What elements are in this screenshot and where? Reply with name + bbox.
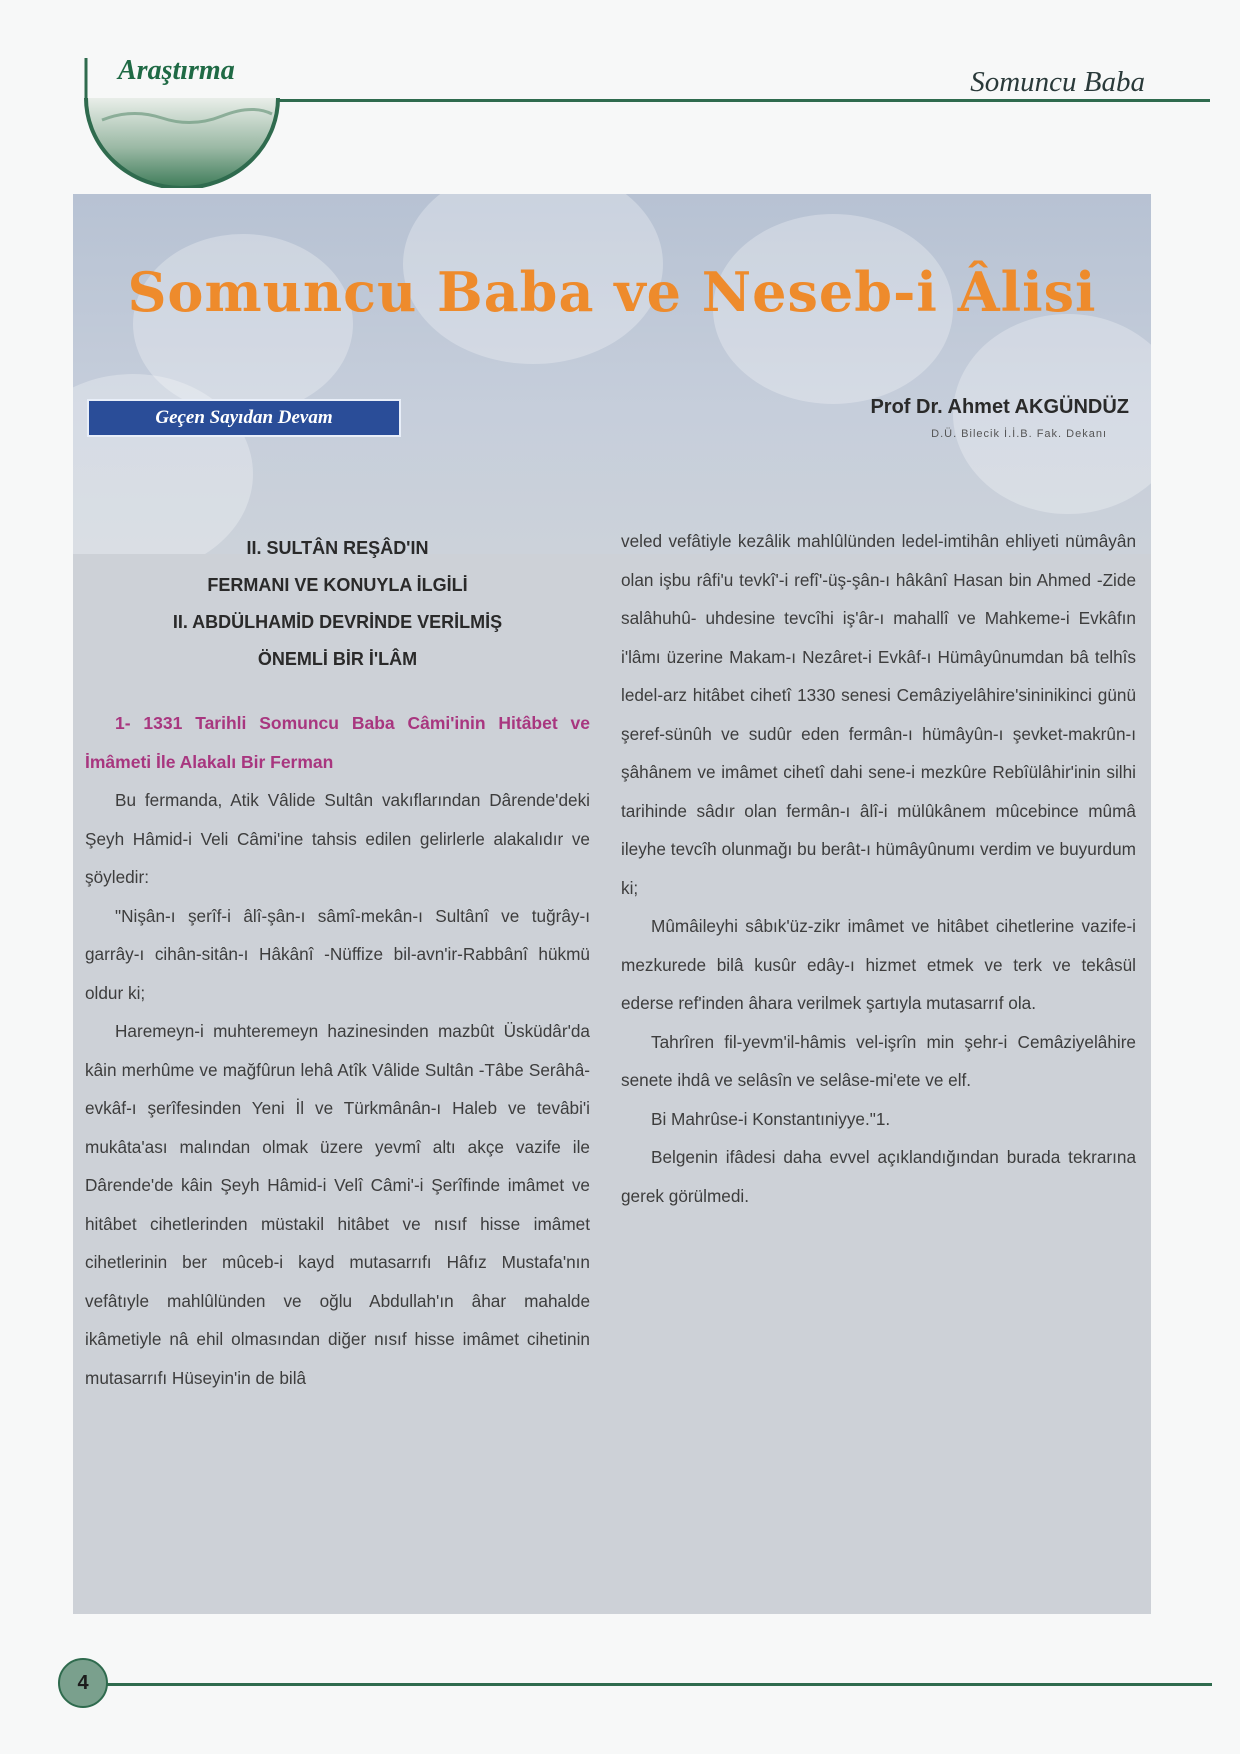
title-banner-background	[73, 194, 1151, 554]
paragraph: Mûmâileyhi sâbık'üz-zikr imâmet ve hitâbet cihetlerine vazife-i mezkurede bilâ kusûr edây-ı hizmet etmek ve terk ve tekâsül ederse ref'inden âhara verilmek şartıyla mutasarrıf ola.	[621, 916, 1136, 1013]
paragraph: veled vefâtiyle kezâlik mahlûlünden ledel-imtihân ehliyeti nümâyân olan işbu râfi'u tevkî'-i refî'-üş-şân-ı hâkânî Hasan bin Ahmed -Zide salâhuhû- uhdesine tevcîhi iş'âr-ı mahallî ve Mahkeme-i Evkâfın i'lâmı üzerine Makam-ı Nezâret-i Evkâf-ı Hümâyûnumdan bâ telhîs ledel-arz hitâbet cihetî 1330 senesi Cemâziyelâhire'sininikinci günü şeref-sünûh ve sudûr eden fermân-ı hümâyûn-ı şevket-makrûn-ı şâhânem ve imâmet cihetî dahi sene-i mezkûre Rebîülâhir'inin silhi tarihinde sâdır olan fermân-ı âlî-i mülûkânem mûcebince mûmâ ileyhe tevcîh olunmağı bu berât-ı hümâyûnumı verdim ve buyurdum ki;	[621, 531, 1136, 898]
author-name: Prof Dr. Ahmet AKGÜNDÜZ	[870, 396, 1129, 418]
section-heading-line: II. SULTÂN REŞÂD'IN	[246, 538, 429, 558]
author-affiliation: D.Ü. Bilecik İ.İ.B. Fak. Dekanı	[931, 428, 1107, 440]
paragraph: "Nişân-ı şerîf-i âlî-şân-ı sâmî-mekân-ı Sultânî ve tuğrây-ı garrây-ı cihân-sitân-ı Hâkânî -Nüffize bil-avn'ir-Rabbânî hükmü oldur ki;	[85, 905, 590, 1003]
paragraph: Bi Mahrûse-i Konstantıniyye."1.	[651, 1108, 891, 1129]
magazine-title: Somuncu Baba	[970, 66, 1145, 98]
continued-badge: Geçen Sayıdan Devam	[87, 399, 401, 437]
header-rule	[270, 99, 1210, 102]
footer-rule	[100, 1683, 1212, 1686]
article-panel	[73, 194, 1151, 1614]
left-column	[85, 530, 590, 1397]
paragraph: Bu fermanda, Atik Vâlide Sultân vakıflarından Dârende'deki Şeyh Hâmid-i Veli Câmi'ine tahsis edilen gelirlerle alakalıdır ve şöyledir:	[85, 790, 590, 887]
section-heading-line: II. ABDÜLHAMİD DEVRİNDE VERİLMİŞ	[172, 612, 503, 632]
section-label: Araştırma	[118, 55, 235, 86]
paragraph: Haremeyn-i muhteremeyn hazinesinden mazbût Üsküdâr'da kâin merhûme ve mağfûrun lehâ Atîk Vâlide Sultân -Tâbe Serâhâ-evkâf-ı şerîfesinden Yeni İl ve Türkmânân-ı Haleb ve tevâbi'i mukâta'ası malından olmak üzere yevmî altı akçe vazife ile Dârende'de kâin Şeyh Hâmid-i Velî Câmi'-i Şerîfinde imâmet ve hitâbet cihetlerinden müstakil hitâbet ve nısıf hisse imâmet cihetlerinin ber mûceb-i kayd mutasarrıfı Hâfız Mustafa'nın vefâtıyle mahlûlünden ve oğlu Abdullah'ın âhar mahalde ikâmetiyle nâ ehil olmasından diğer nısıf hisse imâmet cihetinin mutasarrıfı Hüseyin'in de bilâ	[85, 1021, 590, 1388]
paragraph: Tahrîren fil-yevm'il-hâmis vel-işrîn min şehr-i Cemâziyelâhire senete ihdâ ve selâsîn ve selâse-mi'ete ve elf.	[621, 1031, 1136, 1090]
article-title: Somuncu Baba ve Neseb-i Âlisi	[127, 260, 1097, 324]
section-heading	[85, 530, 590, 678]
section-heading-line: ÖNEMLİ BİR İ'LÂM	[257, 649, 418, 669]
paragraph: Belgenin ifâdesi daha evvel açıklandığından burada tekrarına gerek görülmedi.	[621, 1147, 1136, 1206]
page-number: 4	[58, 1658, 108, 1708]
section-heading-line: FERMANI VE KONUYLA İLGİLİ	[207, 575, 468, 595]
right-column	[621, 522, 1136, 1215]
sub-heading: 1- 1331 Tarihli Somuncu Baba Câmi'inin Hitâbet ve İmâmeti İle Alakalı Bir Ferman	[85, 713, 590, 772]
